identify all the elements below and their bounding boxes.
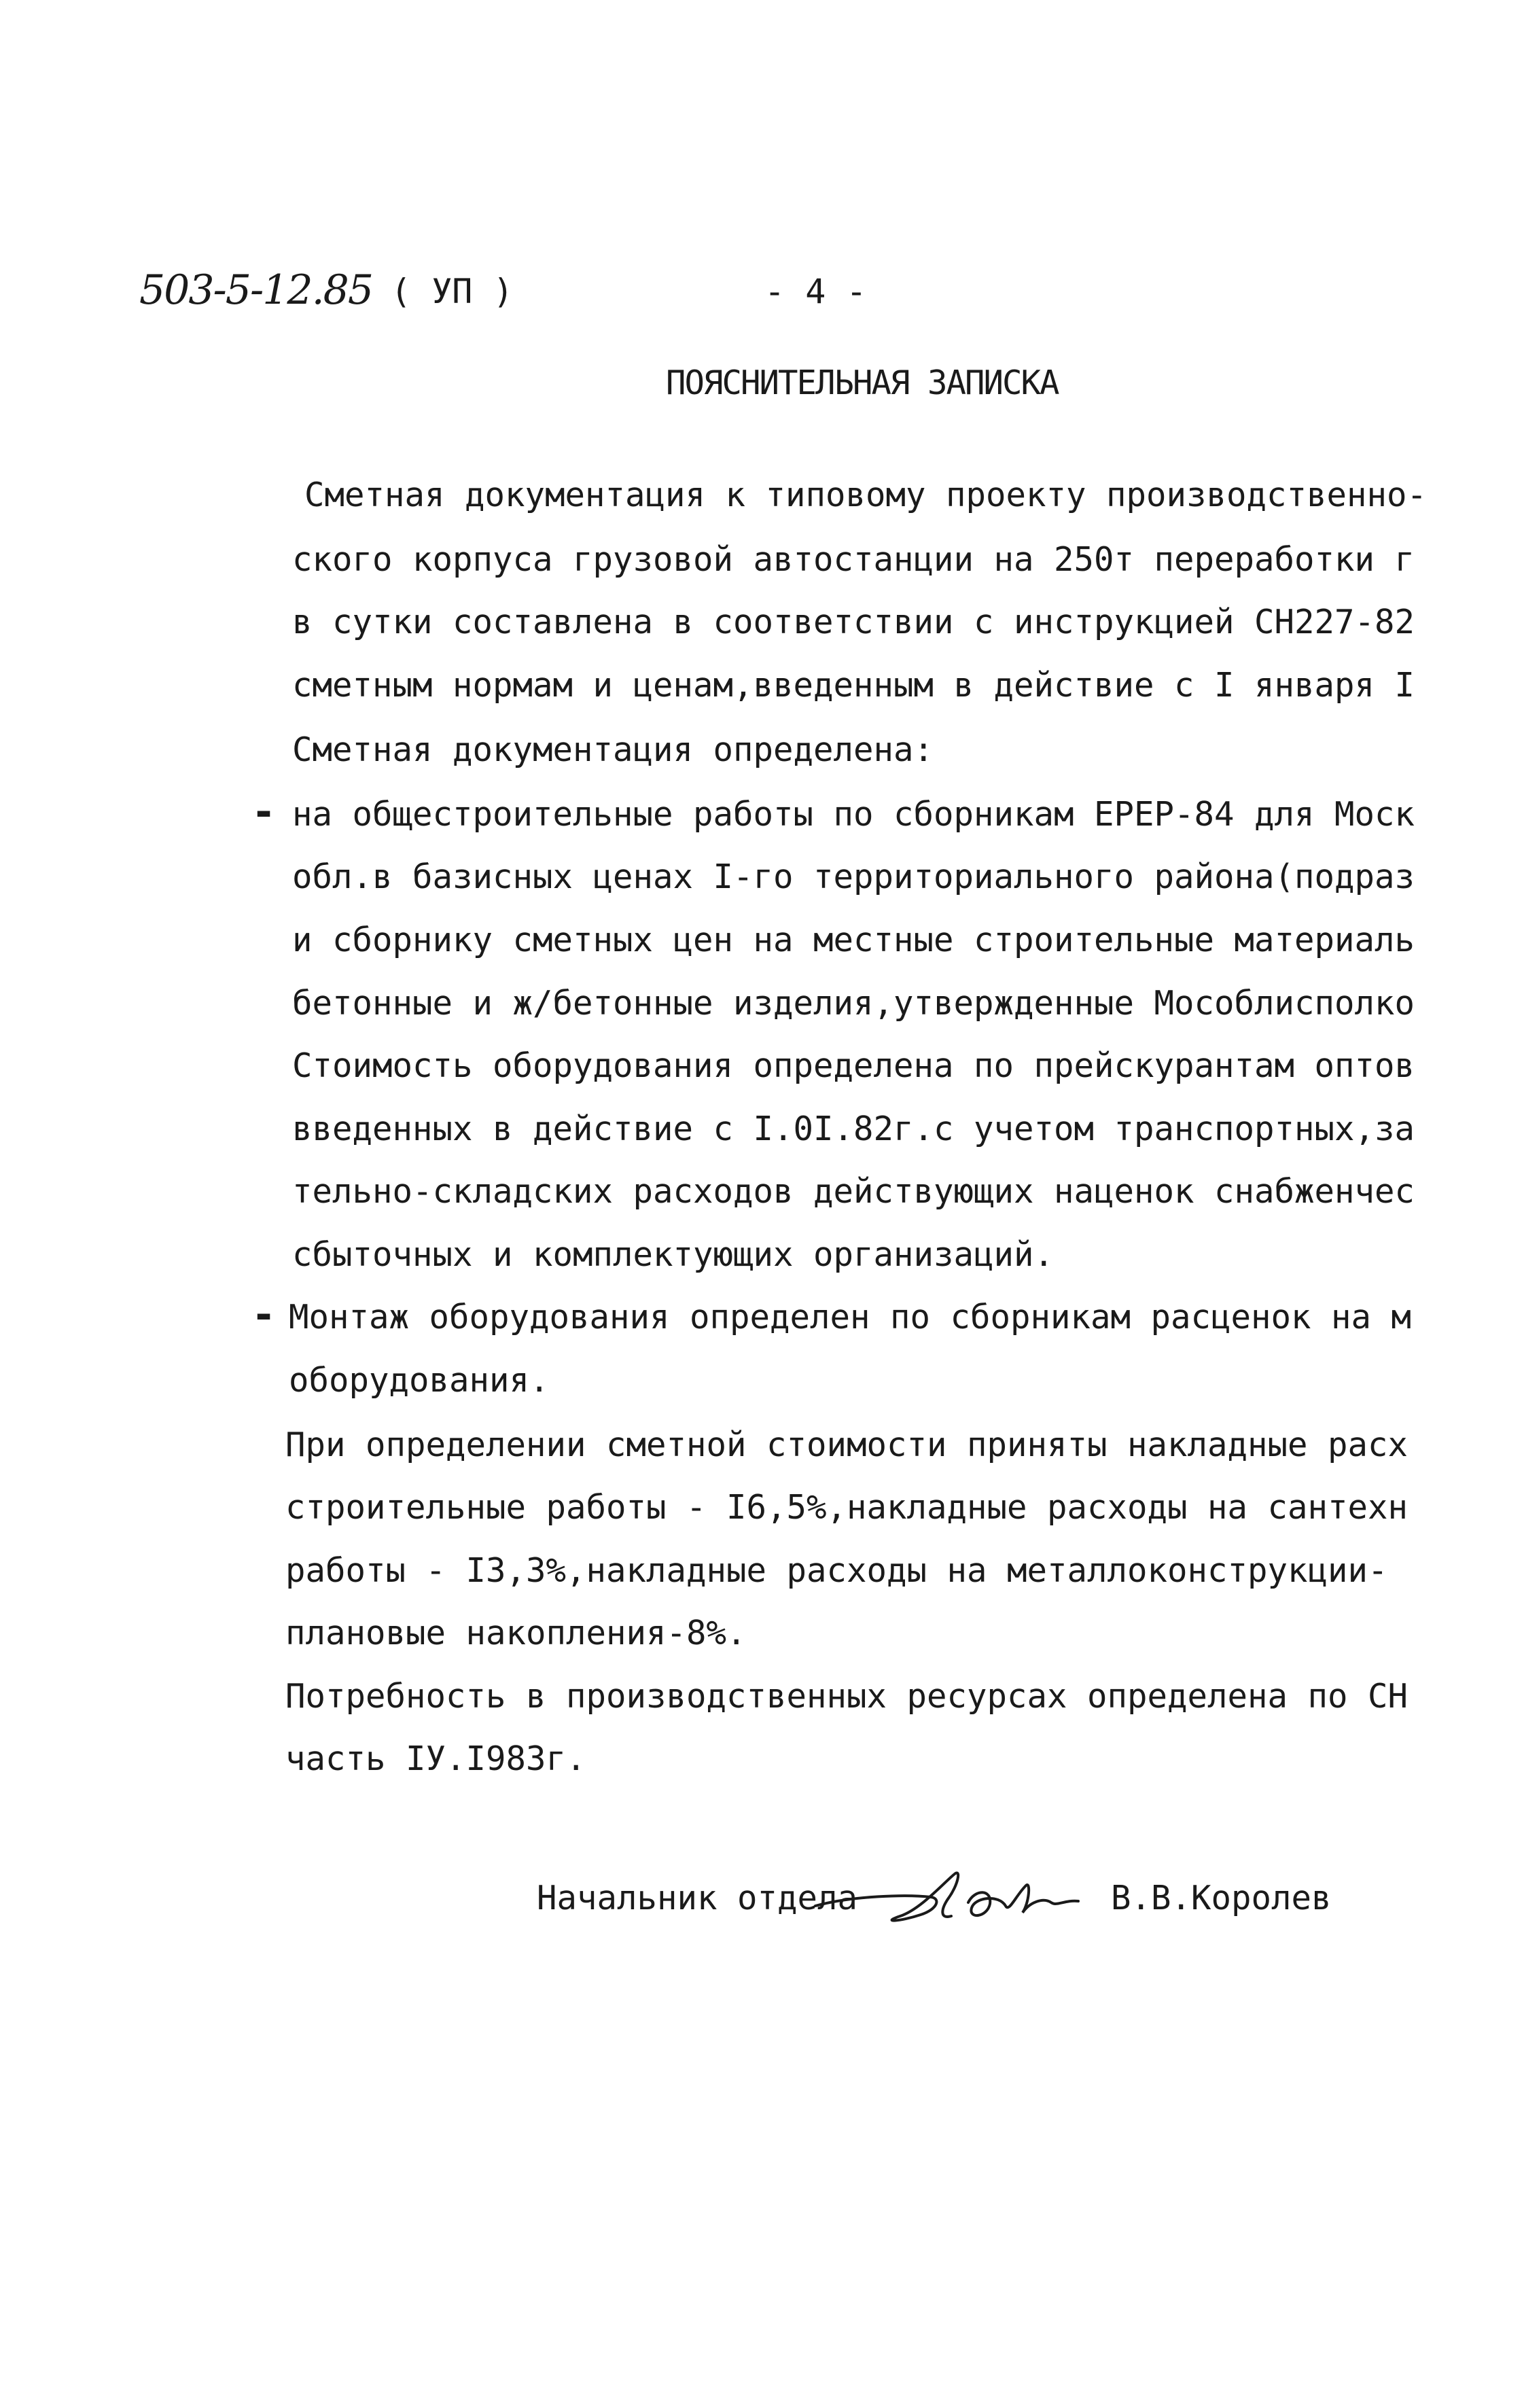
document-code-suffix: ( УП ) — [391, 272, 514, 311]
text-line: введенных в действие с I.0I.82г.с учетом транспортных,за — [292, 1110, 1415, 1148]
page-number: - 4 - — [764, 272, 867, 311]
signatory-name: В.В.Королев — [1111, 1879, 1332, 1917]
document-code: 503-5-12.85 — [139, 266, 373, 314]
text-line: строительные работы - I6,5%,накладные расходы на сантехн — [285, 1488, 1408, 1527]
text-line: При определении сметной стоимости приняты накладные расх — [285, 1426, 1408, 1464]
handwritten-signature — [812, 1855, 1084, 1936]
text-line: Потребность в производственных ресурсах определена по СН — [285, 1677, 1408, 1716]
text-line: Сметная документация к типовому проекту производственно- — [304, 476, 1428, 514]
text-line: на общестроительные работы по сборникам ЕРЕР-84 для Моск — [292, 795, 1415, 834]
document-title: ПОЯСНИТЕЛЬНАЯ ЗАПИСКА — [666, 364, 1059, 402]
text-line: ского корпуса грузовой автостанции на 250т переработки г — [292, 540, 1415, 579]
text-line: бетонные и ж/бетонные изделия,утвержденные Мособлисполко — [292, 984, 1415, 1023]
text-line: плановые накопления-8%. — [285, 1614, 747, 1652]
text-line: работы - I3,3%,накладные расходы на металлоконструкции- — [285, 1551, 1388, 1590]
text-line: Монтаж оборудования определен по сборникам расценок на м — [289, 1298, 1412, 1336]
bullet-dash: - — [251, 788, 277, 836]
text-line: сбыточных и комплектующих организаций. — [292, 1235, 1055, 1274]
text-line: обл.в базисных ценах I-го территориального района(подраз — [292, 857, 1415, 896]
text-line: оборудования. — [289, 1361, 550, 1400]
text-line: сметным нормам и ценам,введенным в действие с I января I — [292, 666, 1415, 705]
text-line: Стоимость оборудования определена по прейскурантам оптов — [292, 1046, 1415, 1085]
text-line: тельно-складских расходов действующих наценок снабженчес — [292, 1172, 1415, 1211]
signature-label: Начальник отдела — [537, 1879, 858, 1917]
text-line: и сборнику сметных цен на местные строительные материаль — [292, 921, 1415, 959]
text-line: в сутки составлена в соответствии с инструкцией СН227-82 — [292, 603, 1415, 641]
text-line: часть IУ.I983г. — [285, 1739, 586, 1778]
bullet-dash: - — [251, 1291, 277, 1339]
text-line: Сметная документация определена: — [292, 730, 934, 769]
